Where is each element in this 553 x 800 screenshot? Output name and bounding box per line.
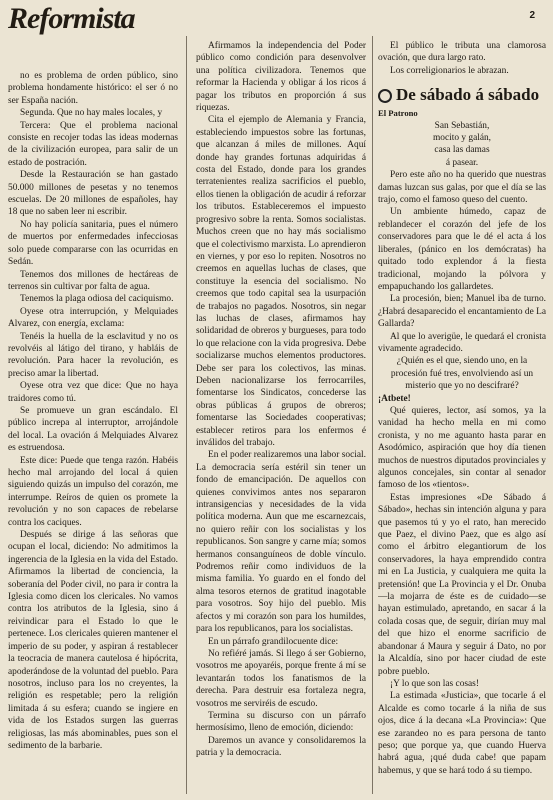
paragraph: La estimada «Justicia», que tocarle á el Alcalde es como tocarle á la niña de sus ojos, dice á la decana «La Provincia»: Que ese zarandeo no es para persona de tanto peso; que porque ya, que cuando Huerva habrá agua, ¡qué duda cabe! que papam habemus, y que se hará todo á su tiempo. [378, 691, 546, 776]
paragraph: Afirmamos la independencia del Poder público como condición para desenvolver una política civilizadora. Tenemos que reformar la Hacienda y obligar á los ricos á pagar los tributos en proporción á sus riquezas. [196, 41, 366, 114]
verse-line: mocito y galán, [432, 133, 492, 144]
paragraph: Pero este año no ha querido que nuestras damas luzcan sus galas, por que el día se las trajo, como el famoso queso del cuento. [378, 170, 546, 206]
section-title: De sábado á sábado [396, 85, 540, 105]
paragraph: No hay policía sanitaria, pues el número de muertos por enfermedades infecciosas solo puede compararse con las ocurridas en Sedán. [8, 219, 178, 268]
paragraph: no es problema de orden público, sino problema hondamente histórico: el ser ó no ser España nación. [8, 71, 178, 106]
paragraph: Se promueve un gran escándalo. El público increpa al interruptor, arrojándole del local. La ovación á Melquiades Alvarez es estruendosa. [8, 405, 178, 454]
ornament-icon [378, 89, 392, 103]
paragraph: Este dice: Puede que tenga razón. Habéis hecho mal arrojando del local á quien siguiendo quizás un impulso del corazón, me interrumpe. Reíros de quien os promete la revolución y no son capaces de rebelarse contra los caciques. [8, 455, 178, 528]
masthead-title: Reformista [8, 2, 135, 35]
paragraph: No refiéré jamás. Si llego á ser Gobierno, vosotros me apoyaréis, porque frente á mí se levantarán todos los fanatismos de la derecha. Para destruir esa fortaleza negra, vosotros me serviréis de escudo. [196, 648, 366, 709]
paragraph: Segunda. Que no hay males locales, y [20, 108, 163, 119]
paragraph: El público le tributa una clamorosa ovación, que dura largo rato. [378, 41, 546, 64]
paragraph: Al que lo averigüe, le quedará el cronista vivamente agradecido. [378, 331, 546, 354]
verse-line: á pasear. [445, 157, 479, 168]
verse-line: casa las damas [434, 145, 490, 156]
paragraph: Qué quieres, lector, así somos, ya la vanidad ha hecho mella en mi como cronista, y no me aguanto hasta parar en Asodómico, aspiración que hoy día tienen muchos de nuestros diputados provinciales y algunos concejales, sin contar al senador famoso de los «tientos». [378, 405, 546, 491]
paragraph: Tenéis la huella de la esclavitud y no os revolvéis al látigo del tirano, y habláis de revolución. Para hacer la revolución, es preciso amar la libertad. [8, 331, 178, 379]
paragraph: Un ambiente húmedo, capaz de reblandecer el corazón del jefe de los conservadores para que le dé el acta á los liberales, (pánico en los demócratas) ha quitado todo explendor á la fiesta tradicional, mojando la pólvora y empapuchando los gallardetes. [378, 207, 546, 292]
byline: El Patrono [378, 108, 418, 119]
paragraph: Oyese otra vez que dice: Que no haya traidores como tú. [8, 381, 178, 404]
subheading: ¡Atbete! [378, 393, 411, 404]
column-divider [186, 36, 187, 794]
verse-line: San Sebastián, [434, 120, 490, 131]
paragraph: En un párrafo grandilocuente dice: [208, 636, 339, 647]
column-divider [372, 36, 373, 794]
paragraph: Tenemos la plaga odiosa del caciquismo. [20, 294, 174, 305]
column-2 [196, 40, 366, 792]
paragraph: Tenemos dos millones de hectáreas de terrenos sin cultivar por falta de agua. [8, 269, 178, 292]
paragraph: ¿Quién es el que, siendo uno, en la procesión fué tres, envolviendo así un misterio que yo no descifraré? [390, 356, 534, 392]
paragraph: Tercera: Que el problema nacional consiste en recojer todas las ideas modernas de la civilización europea, para salir de un estado de postración. [8, 120, 178, 168]
page-number: 2 [529, 10, 535, 21]
paragraph: Los correligionarios le abrazan. [390, 65, 509, 76]
paragraph: ¡Y lo que son las cosas! [390, 678, 479, 689]
column-1 [8, 70, 178, 792]
paragraph: Daremos un avance y consolidaremos la patria y la democracia. [196, 735, 366, 759]
paragraph: Cita el ejemplo de Alemania y Francia, estableciendo impuestos sobre las fortunas, que alcanzan á miles de millones. Aquí donde hay grandes fortunas adquiridas á costa del Estado, donde para los grandes terratenientes realiza sacrificios el pueblo, ellos tienen la obligación de acudir á reforzar los tributos. Estableceremos el impuesto progresivo sobre la renta. Somos socialistas. Muchos creen que no hay más socialismo que el colectivismo marxista. Lo aprendieron en viernes, y por eso lo repiten. Nosotros no creemos en aquellas luchas de clases, que constituye la esencia del socialismo. No creemos que todo capital sea la usurpación de trabajos no pagados. Nosotros, sin negar las luchas de clases, afirmamos hay solidaridad de obreros y burgueses, para todo lo que relacione con la vida progresiva. Debe socializarse muchos elementos productores. Debe ser para los colectivos, las minas. Deben nacionalizarse los ferrocarriles, fomentarse los Sindicatos, concederse las obras públicas á grupos de obreros; fomentarse las Sociedades cooperativas; establecer retiros para los enfermos é inválidos del trabajo. [196, 115, 366, 448]
column-3 [378, 40, 546, 792]
paragraph: Después se dirige á las señoras que ocupan el local, diciendo: No admitimos la ingerencia de la Iglesia en la vida del Estado. Afirmamos la libertad de conciencia, la soberanía del Poder civil, no para ir contra la Iglesia como dicen los clericales. No vamos contra los atributos de la Iglesia, sino á reivindicar para el Estado lo que le pertenece. Los clericales quieren mantener el imperio de su poder, y aspiran á restablecer la teocracia de manera cautelosa é hipócrita, apoderándose de la voluntad del pueblo. Para nosotros, incluso para los no creyentes, la religión es respetable; pero la religión limitada á su esfera; cuando se ingiere en vida de los Estados surgen las guerras religiosas, las más abominables, pues son el sedimento de la barbarie. [8, 530, 178, 751]
paragraph: Termina su discurso con un párrafo hermosísimo, lleno de emoción, diciendo: [196, 710, 366, 734]
section-heading [378, 85, 546, 105]
paragraph: La procesión, bien; Manuel iba de turno. ¿Habrá desaparecido el encantamiento de La Gallarda? [378, 294, 546, 330]
paragraph: En el poder realizaremos una labor social. La democracia sería estéril sin tener un fondo de emancipación. De aquellos con quienes convivimos antes nos separaron intransigencias y necesidades de la vida política moderna. Aun que me escarnezcais, no quiero reñir con los socialistas y los republicanos. Son sangre y carne mía; somos hermanos consanguíneos de doble vínculo. Podremos reñir como individuos de la misma familia. Yo guardo en el fondo del alma tesoros eternos de gratitud inagotable para vosotros. Soy hijo del pueblo. Mis afectos y mi corazón son para los humildes, para los republicanos, para los socialistas. [196, 450, 366, 635]
paragraph: Desde la Restauración se han gastado 50.000 millones de pesetas y no tenemos escuelas. De 20 millones de españoles, hay 18 que no saben leer ni escribir. [8, 170, 178, 218]
paragraph: Estas impresiones «De Sábado á Sábado», hechas sin intención alguna y para que pasemos tú y yo el rato, han merecido que Paez, el divino Paez, que es algo así como el árbitro elegantiorum de los conservadores, la haya emprendido contra mi en La Justicia, y cualquiera me quita la pretensión! que La Provincia y el Dr. Onuba—la mojarra de éste es de cuidado—se hayan estimulado, apretando, en sacar á la colada cosas que, de seguir, dirían muy mal del que hizo el enorme sacrificio de abandonar á Maura y seguir á Dato, no por la Alcaldía, sino por hacer ciudad de este pobre pueblo. [378, 492, 546, 677]
paragraph: Oyese otra interrupción, y Melquiades Alvarez, con energía, exclama: [8, 306, 178, 330]
